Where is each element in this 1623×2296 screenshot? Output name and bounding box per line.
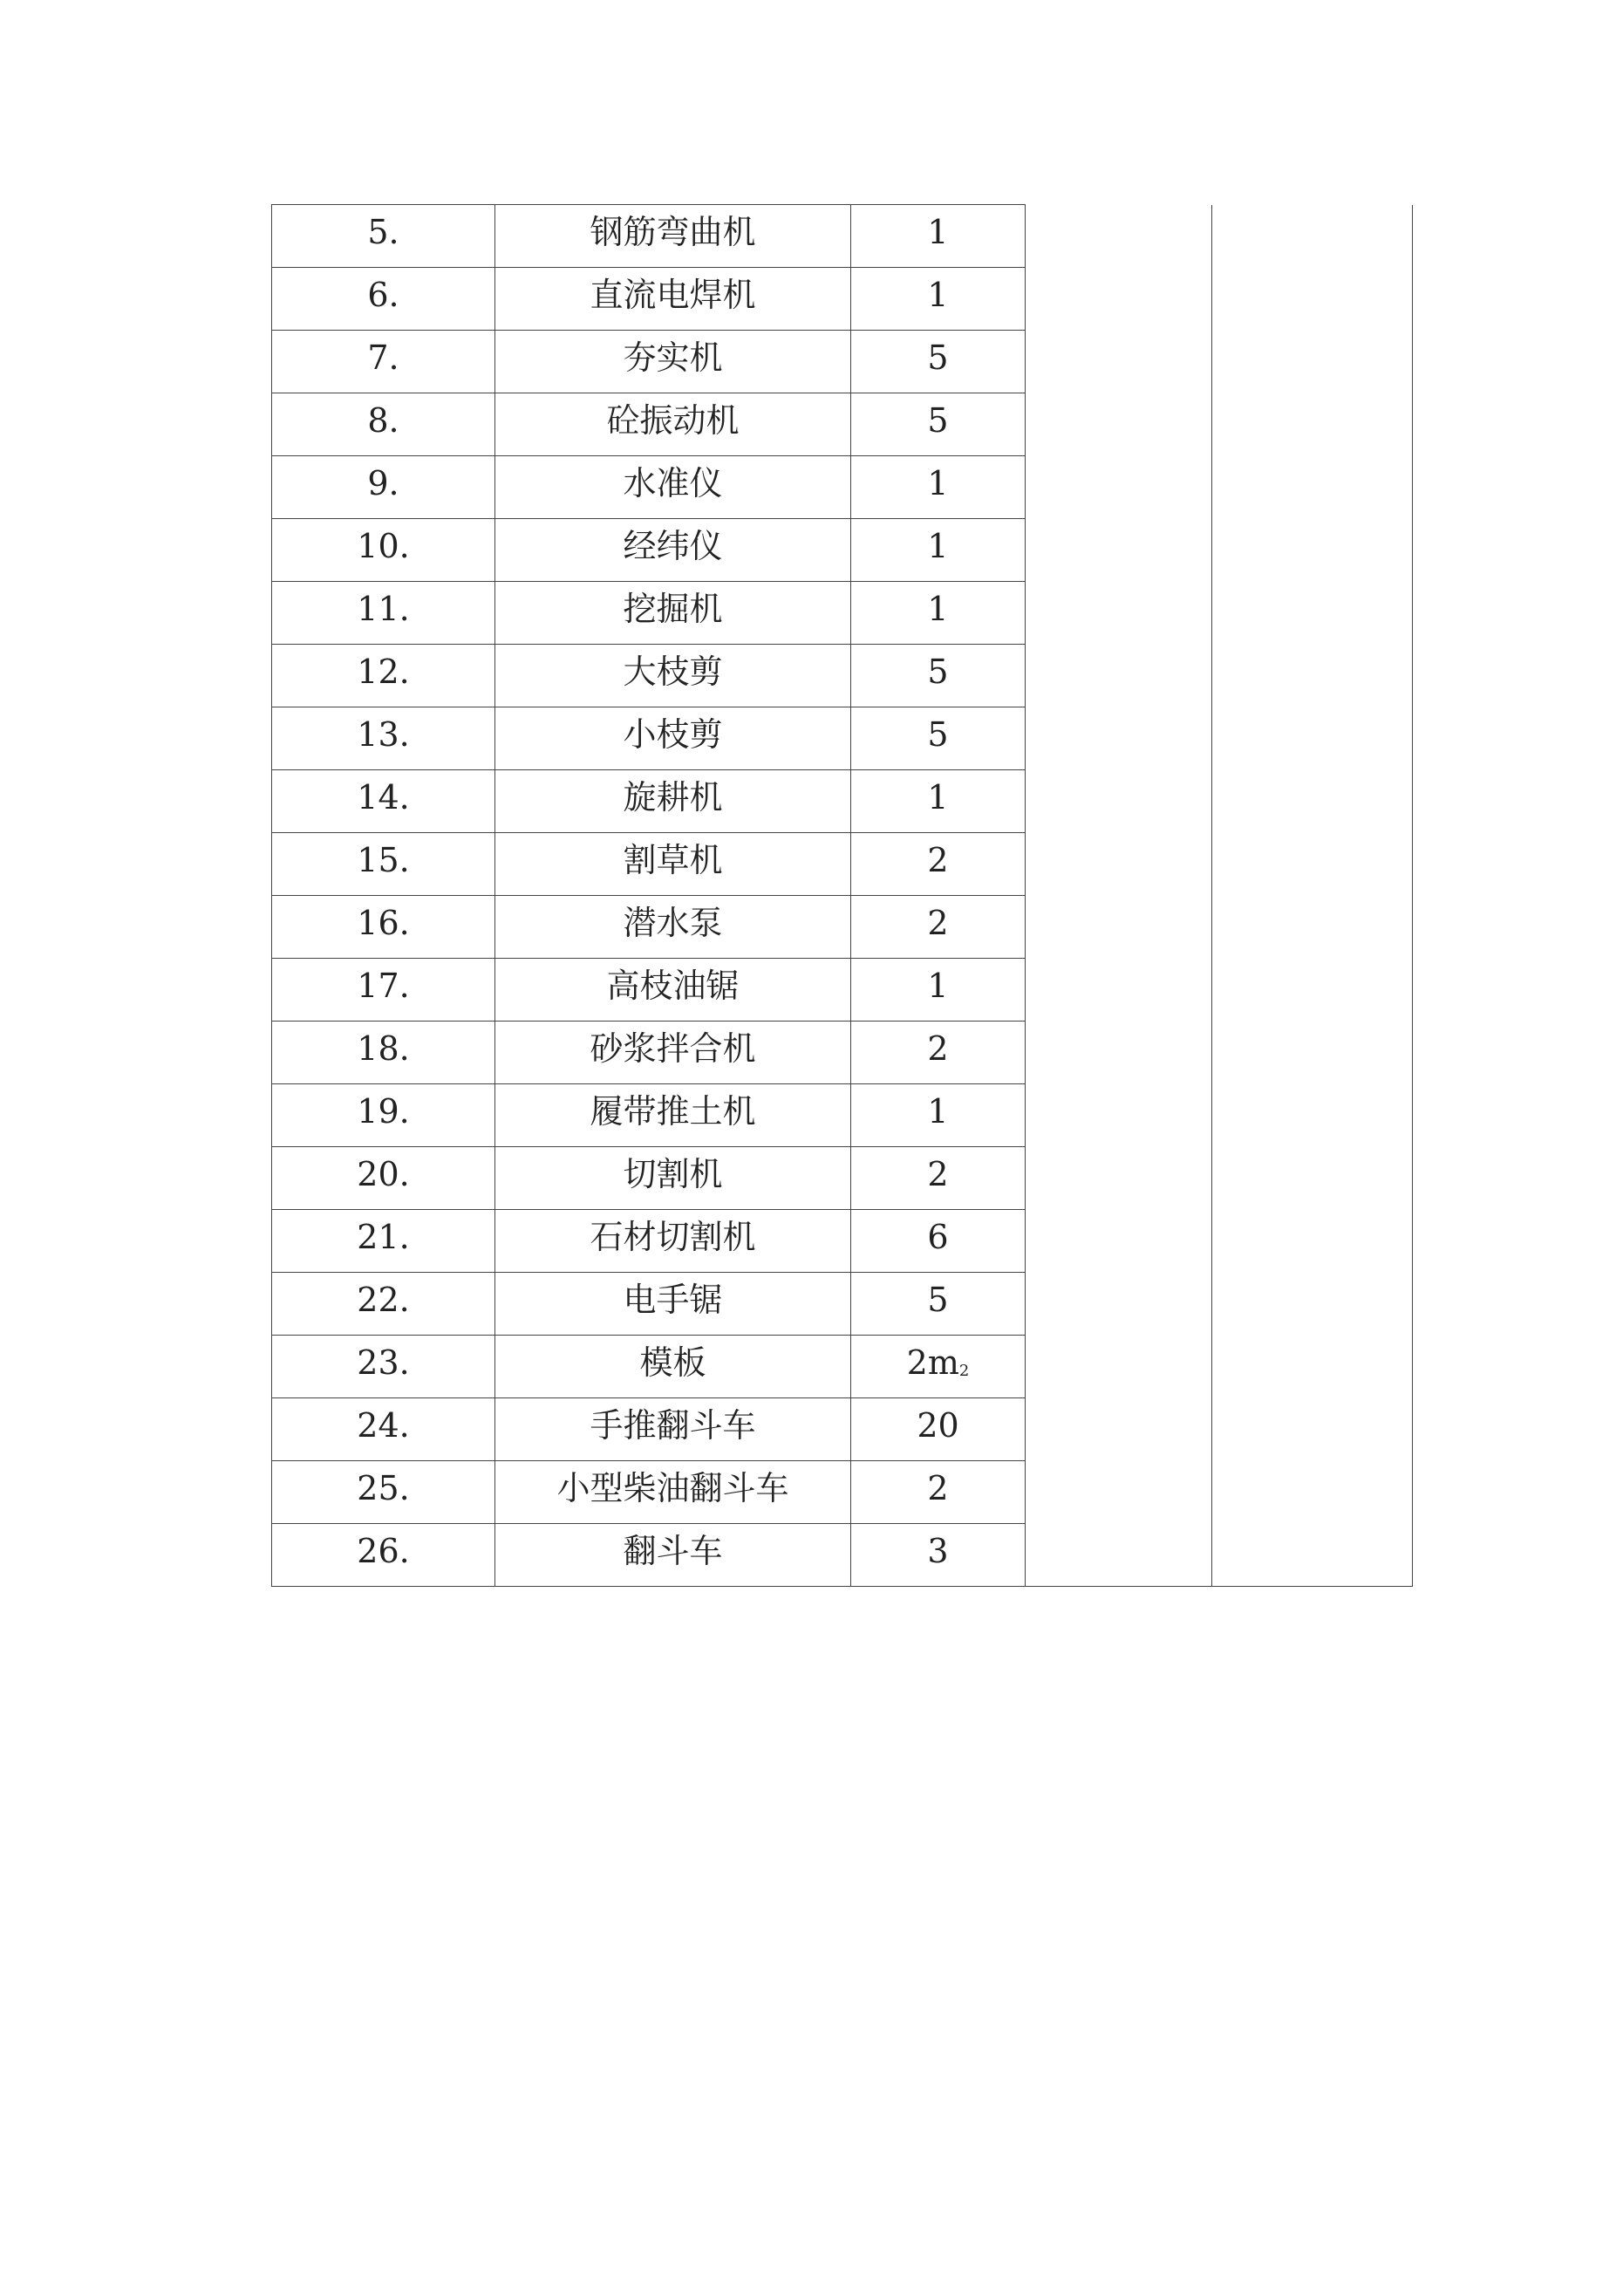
row-number: 9. (272, 456, 495, 519)
row-number: 7. (272, 331, 495, 393)
equipment-quantity: 2 (851, 1461, 1026, 1524)
equipment-quantity: 2 (851, 1022, 1026, 1084)
table-row (272, 1273, 1413, 1336)
table-row (272, 959, 1413, 1022)
equipment-name: 翻斗车 (495, 1524, 851, 1587)
equipment-quantity: 5 (851, 331, 1026, 393)
table-row (272, 268, 1413, 331)
equipment-quantity: 5 (851, 1273, 1026, 1336)
equipment-name: 石材切割机 (495, 1210, 851, 1273)
equipment-quantity: 2 (851, 896, 1026, 959)
table-row (272, 896, 1413, 959)
row-number: 13. (272, 707, 495, 770)
row-number: 26. (272, 1524, 495, 1587)
empty-cell (1026, 1084, 1212, 1147)
equipment-name: 经纬仪 (495, 519, 851, 582)
table-row (272, 1022, 1413, 1084)
empty-cell (1212, 393, 1413, 456)
empty-cell (1026, 393, 1212, 456)
equipment-name: 挖掘机 (495, 582, 851, 645)
row-number: 20. (272, 1147, 495, 1210)
table-row (272, 205, 1413, 268)
quantity-value: 2m (906, 1343, 959, 1382)
empty-cell (1026, 1022, 1212, 1084)
equipment-quantity: 5 (851, 707, 1026, 770)
empty-cell (1212, 645, 1413, 707)
empty-cell (1212, 1147, 1413, 1210)
equipment-quantity: 1 (851, 456, 1026, 519)
row-number: 17. (272, 959, 495, 1022)
empty-cell (1212, 1084, 1413, 1147)
row-number: 14. (272, 770, 495, 833)
equipment-name: 砼振动机 (495, 393, 851, 456)
table-row (272, 519, 1413, 582)
table-row (272, 770, 1413, 833)
equipment-quantity: 1 (851, 205, 1026, 268)
equipment-name: 旋耕机 (495, 770, 851, 833)
equipment-quantity: 20 (851, 1398, 1026, 1461)
empty-cell (1026, 268, 1212, 331)
equipment-name: 水准仪 (495, 456, 851, 519)
empty-cell (1026, 896, 1212, 959)
empty-cell (1212, 896, 1413, 959)
empty-cell (1026, 205, 1212, 268)
table-row (272, 1524, 1413, 1587)
equipment-name: 切割机 (495, 1147, 851, 1210)
empty-cell (1212, 959, 1413, 1022)
equipment-name: 高枝油锯 (495, 959, 851, 1022)
equipment-table (271, 204, 1413, 1587)
row-number: 21. (272, 1210, 495, 1273)
table-row (272, 331, 1413, 393)
table-row (272, 582, 1413, 645)
equipment-table-body (272, 205, 1413, 1587)
empty-cell (1212, 456, 1413, 519)
equipment-name: 钢筋弯曲机 (495, 205, 851, 268)
empty-cell (1026, 1524, 1212, 1587)
empty-cell (1026, 770, 1212, 833)
empty-cell (1026, 1273, 1212, 1336)
equipment-quantity: 3 (851, 1524, 1026, 1587)
row-number: 18. (272, 1022, 495, 1084)
row-number: 19. (272, 1084, 495, 1147)
equipment-name: 割草机 (495, 833, 851, 896)
equipment-name: 小枝剪 (495, 707, 851, 770)
empty-cell (1026, 1336, 1212, 1398)
empty-cell (1212, 582, 1413, 645)
equipment-name: 小型柴油翻斗车 (495, 1461, 851, 1524)
empty-cell (1212, 1022, 1413, 1084)
empty-cell (1212, 707, 1413, 770)
table-row (272, 707, 1413, 770)
equipment-name: 模板 (495, 1336, 851, 1398)
row-number: 5. (272, 205, 495, 268)
empty-cell (1212, 1398, 1413, 1461)
empty-cell (1026, 1398, 1212, 1461)
row-number: 23. (272, 1336, 495, 1398)
empty-cell (1026, 456, 1212, 519)
equipment-quantity: 1 (851, 268, 1026, 331)
empty-cell (1026, 519, 1212, 582)
empty-cell (1212, 1461, 1413, 1524)
row-number: 25. (272, 1461, 495, 1524)
empty-cell (1026, 1147, 1212, 1210)
table-row (272, 833, 1413, 896)
table-row (272, 645, 1413, 707)
row-number: 15. (272, 833, 495, 896)
empty-cell (1026, 959, 1212, 1022)
table-row (272, 1210, 1413, 1273)
equipment-name: 砂浆拌合机 (495, 1022, 851, 1084)
empty-cell (1026, 645, 1212, 707)
empty-cell (1212, 1524, 1413, 1587)
row-number: 10. (272, 519, 495, 582)
table-row (272, 1147, 1413, 1210)
empty-cell (1026, 833, 1212, 896)
equipment-quantity: 1 (851, 770, 1026, 833)
row-number: 11. (272, 582, 495, 645)
equipment-quantity (851, 1336, 1026, 1398)
table-row (272, 1461, 1413, 1524)
empty-cell (1212, 205, 1413, 268)
row-number: 8. (272, 393, 495, 456)
empty-cell (1026, 582, 1212, 645)
quantity-unit-exponent: 2 (958, 1362, 970, 1380)
equipment-quantity: 1 (851, 582, 1026, 645)
table-row (272, 393, 1413, 456)
equipment-name: 夯实机 (495, 331, 851, 393)
row-number: 22. (272, 1273, 495, 1336)
equipment-name: 直流电焊机 (495, 268, 851, 331)
empty-cell (1212, 1210, 1413, 1273)
empty-cell (1026, 1210, 1212, 1273)
empty-cell (1212, 1273, 1413, 1336)
empty-cell (1212, 1336, 1413, 1398)
equipment-quantity: 1 (851, 1084, 1026, 1147)
equipment-quantity: 5 (851, 393, 1026, 456)
equipment-name: 潜水泵 (495, 896, 851, 959)
equipment-quantity: 2 (851, 833, 1026, 896)
table-row (272, 456, 1413, 519)
equipment-quantity: 2 (851, 1147, 1026, 1210)
table-row (272, 1084, 1413, 1147)
empty-cell (1026, 1461, 1212, 1524)
row-number: 6. (272, 268, 495, 331)
empty-cell (1212, 331, 1413, 393)
row-number: 16. (272, 896, 495, 959)
empty-cell (1026, 331, 1212, 393)
empty-cell (1212, 833, 1413, 896)
equipment-name: 电手锯 (495, 1273, 851, 1336)
empty-cell (1212, 519, 1413, 582)
empty-cell (1026, 707, 1212, 770)
row-number: 24. (272, 1398, 495, 1461)
empty-cell (1212, 268, 1413, 331)
equipment-quantity: 1 (851, 959, 1026, 1022)
table-row (272, 1398, 1413, 1461)
equipment-name: 大枝剪 (495, 645, 851, 707)
equipment-name: 履带推土机 (495, 1084, 851, 1147)
equipment-name: 手推翻斗车 (495, 1398, 851, 1461)
empty-cell (1212, 770, 1413, 833)
row-number: 12. (272, 645, 495, 707)
equipment-quantity: 1 (851, 519, 1026, 582)
equipment-quantity: 5 (851, 645, 1026, 707)
table-row (272, 1336, 1413, 1398)
equipment-quantity: 6 (851, 1210, 1026, 1273)
